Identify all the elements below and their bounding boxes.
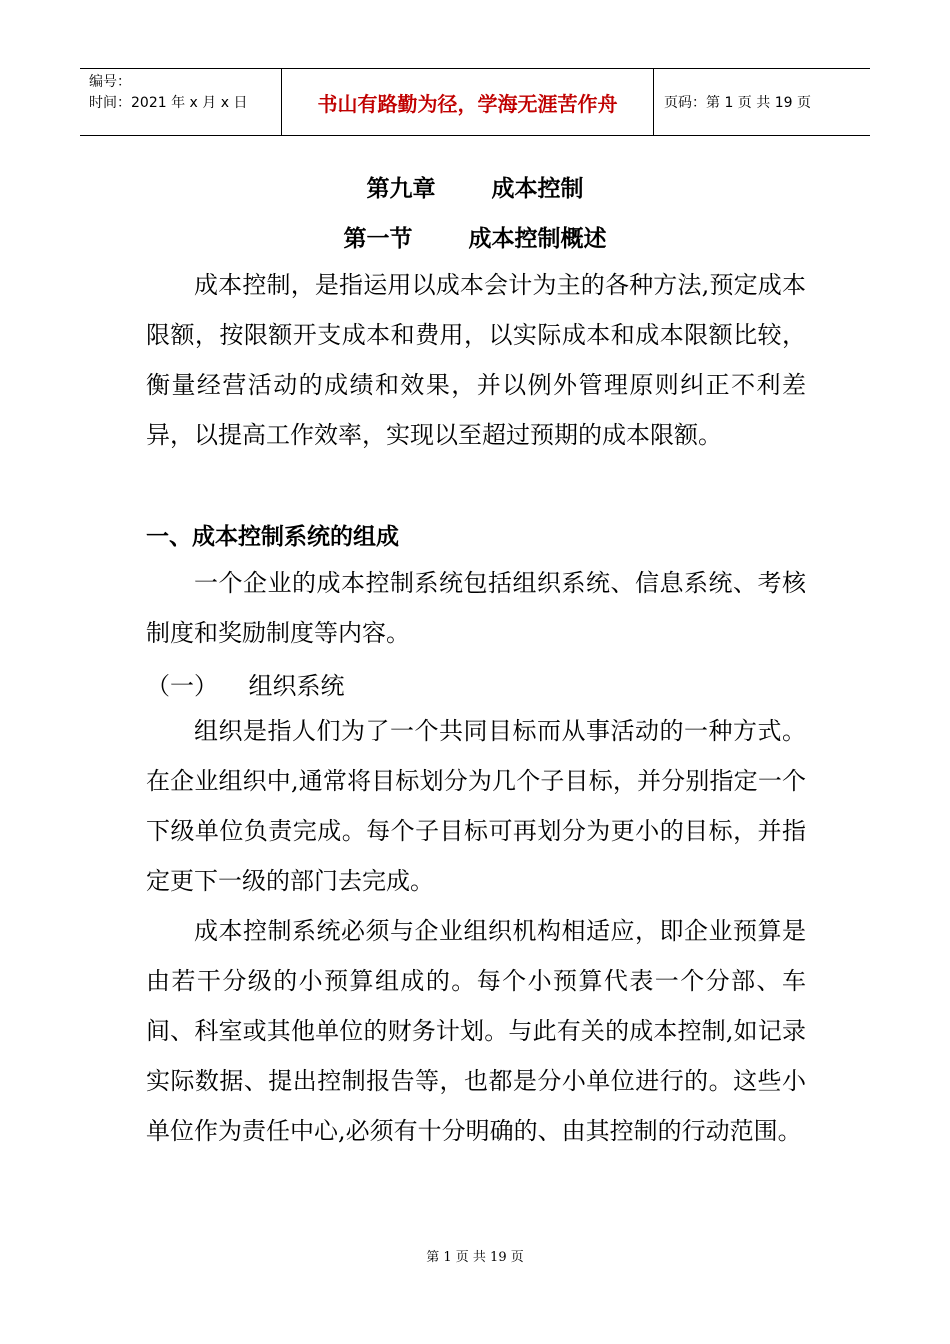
time-label: 时间：2021 年 x 月 x 日	[89, 95, 248, 111]
header-motto: 书山有路勤为径，学海无涯苦作舟	[282, 69, 654, 135]
paragraph-1-block	[146, 558, 806, 658]
document-header	[80, 68, 870, 136]
heading-1: 一、成本控制系统的组成	[146, 524, 399, 550]
section-title: 第一节 成本控制概述	[343, 226, 607, 252]
chapter-title: 第九章 成本控制	[366, 176, 584, 202]
paragraph-3-block	[146, 906, 806, 1156]
intro-paragraph: 成本控制，是指运用以成本会计为主的各种方法,预定成本限额，按限额开支成本和费用，以实际成本和成本限额比较，衡量经营活动的成绩和效果，并以例外管理原则纠正不利差异，以提高工作效率，实现以至超过预期的成本限额。	[146, 271, 806, 449]
intro-paragraph-block	[146, 260, 806, 460]
paragraph-2-block	[146, 706, 806, 906]
paragraph-2: 组织是指人们为了一个共同目标而从事活动的一种方式。在企业组织中,通常将目标划分为几个子目标，并分别指定一个下级单位负责完成。每个子目标可再划分为更小的目标，并指定更下一级的部门去完成。	[146, 717, 806, 895]
subheading-1: （一） 组织系统	[146, 672, 345, 700]
header-page-info: 页码：第 1 页 共 19 页	[664, 95, 811, 111]
paragraph-1: 一个企业的成本控制系统包括组织系统、信息系统、考核制度和奖励制度等内容。	[146, 569, 806, 647]
header-meta	[80, 69, 282, 135]
page-footer: 第 1 页 共 19 页	[426, 1250, 524, 1265]
paragraph-3: 成本控制系统必须与企业组织机构相适应，即企业预算是由若干分级的小预算组成的。每个小预算代表一个分部、车间、科室或其他单位的财务计划。与此有关的成本控制,如记录实际数据、提出控制报告等，也都是分小单位进行的。这些小单位作为责任中心,必须有十分明确的、由其控制的行动范围。	[146, 917, 806, 1145]
number-label: 编号：	[89, 74, 131, 90]
